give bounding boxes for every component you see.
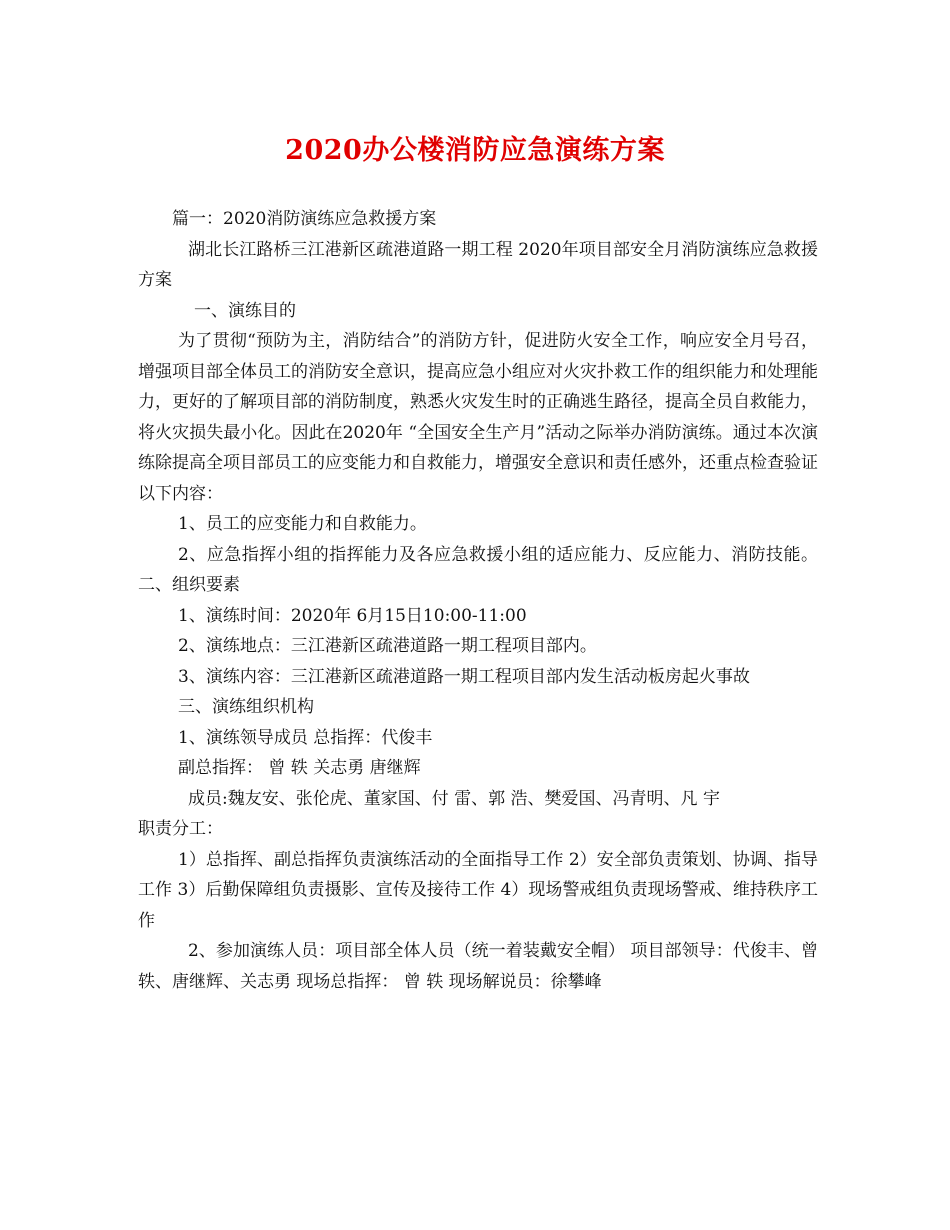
list-item-drill-location: 2、演练地点：三江港新区疏港道路一期工程项目部内。: [178, 636, 597, 656]
paragraph-duties: 1）总指挥、副总指挥负责演练活动的全面指导工作 2）安全部负责策划、协调、指导工作 3）后勤保障组负责摄影、宣传及接待工作 4）现场警戒组负责现场警戒、维持秩序工作: [138, 849, 818, 931]
paragraph-chapter-heading: 篇一：2020消防演练应急救援方案: [172, 209, 437, 229]
paragraph-participants: 2、参加演练人员：项目部全体人员（统一着装戴安全帽） 项目部领导：代俊丰、曾 轶、唐继辉、关志勇 现场总指挥： 曾 轶 现场解说员：徐攀峰: [138, 941, 818, 992]
list-item-1: 1、员工的应变能力和自救能力。: [178, 514, 427, 534]
paragraph-duties-heading: 职责分工：: [138, 819, 223, 839]
list-item-drill-time: 1、演练时间：2020年 6月15日10:00-11:00: [178, 605, 527, 626]
list-item-drill-content: 3、演练内容：三江港新区疏港道路一期工程项目部内发生活动板房起火事故: [178, 666, 750, 687]
paragraph-deputy-commanders: 副总指挥： 曾 轶 关志勇 唐继辉: [178, 758, 421, 778]
list-item-2: 2、应急指挥小组的指挥能力及各应急救援小组的适应能力、反应能力、消防技能。 二、组织要素: [138, 544, 818, 595]
section-heading-organization: 三、演练组织机构: [178, 697, 314, 717]
paragraph-members: 成员:魏友安、张伦虎、董家国、付 雷、郭 浩、樊爱国、冯青明、凡 宇: [188, 788, 720, 809]
document-title: 2020办公楼消防应急演练方案: [285, 135, 665, 166]
paragraph-project-title: 湖北长江路桥三江港新区疏港道路一期工程 2020年项目部安全月消防演练应急救援方案: [138, 239, 818, 290]
list-item-leaders: 1、演练领导成员 总指挥：代俊丰: [178, 727, 433, 748]
document-body: [138, 204, 818, 997]
section-heading-purpose: 一、演练目的: [194, 300, 296, 321]
paragraph-purpose: 为了贯彻“预防为主，消防结合”的消防方针，促进防火安全工作，响应安全月号召，增强项目部全体员工的消防安全意识，提高应急小组应对火灾扑救工作的组织能力和处理能力，更好的了解项目部的消防制度，熟悉火灾发生时的正确逃生路径，提高全员自救能力，将火灾损失最小化。因此在2020年 “全国安全生产月”活动之际举办消防演练。通过本次演练除提高全项目部员工的应变能力和自救能力，增强安全意识和责任感外，还重点检查验证以下内容：: [138, 331, 818, 504]
